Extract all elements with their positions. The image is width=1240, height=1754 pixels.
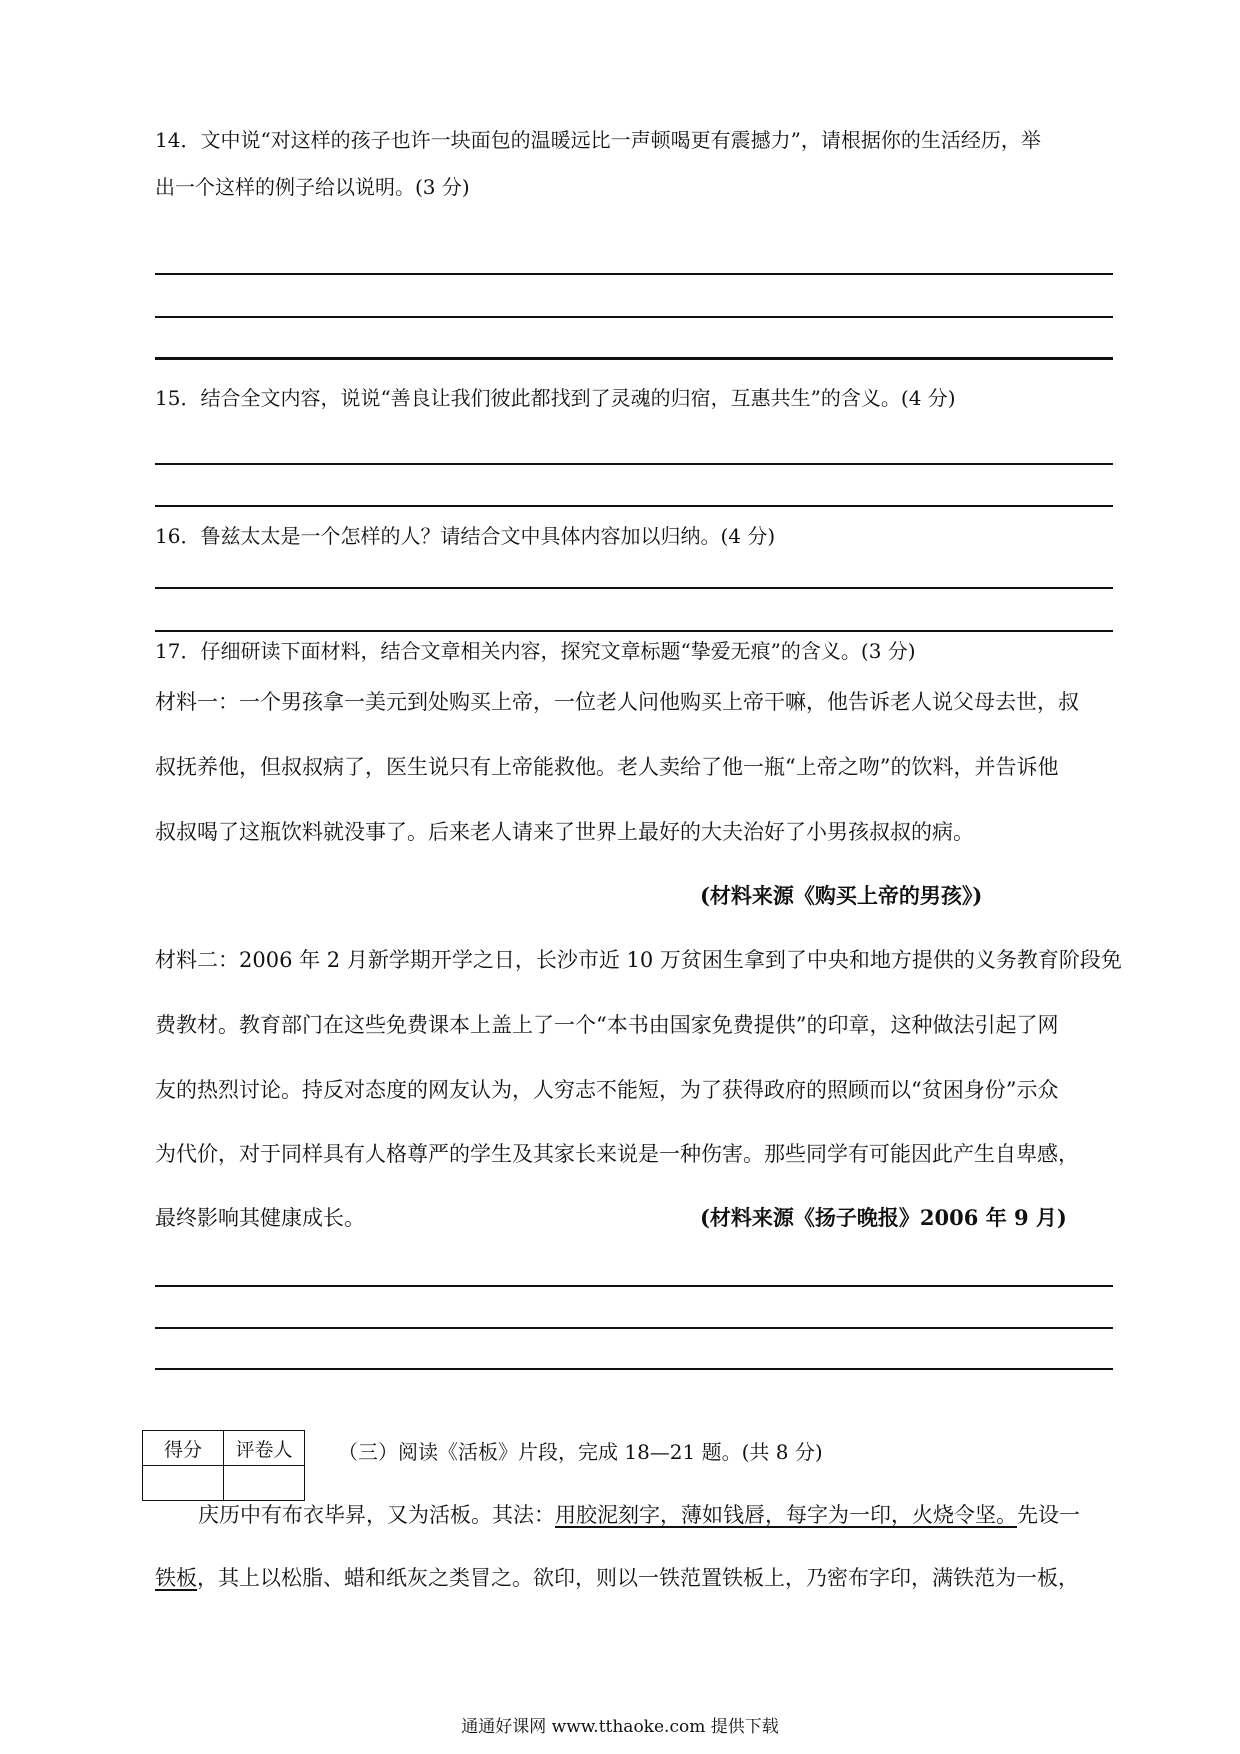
question-14-line-2: 出一个这样的例子给以说明。(3 分) bbox=[155, 175, 470, 199]
material-2-source: (材料来源《扬子晚报》2006 年 9 月) bbox=[700, 1205, 1067, 1230]
answer-line[interactable] bbox=[155, 463, 1113, 465]
material-2-line-3: 友的热烈讨论。持反对态度的网友认为，人穷志不能短，为了获得政府的照顾而以“贫困身份”示众 bbox=[155, 1078, 1059, 1102]
grader-header: 评卷人 bbox=[224, 1431, 305, 1466]
material-2-line-5: 最终影响其健康成长。 bbox=[155, 1206, 365, 1230]
question-15: 15．结合全文内容，说说“善良让我们彼此都找到了灵魂的归宿，互惠共生”的含义。(4 分) bbox=[155, 386, 956, 410]
answer-line[interactable] bbox=[155, 316, 1113, 318]
question-14-line-1: 14．文中说“对这样的孩子也许一块面包的温暖远比一声顿喝更有震撼力”，请根据你的生活经历，举 bbox=[155, 128, 1041, 152]
underlined-phrase: 用胶泥刻字，薄如钱唇，每字为一印，火烧令坚。 bbox=[555, 1503, 1017, 1527]
material-2-line-2: 费教材。教育部门在这些免费课本上盖上了一个“本书由国家免费提供”的印章，这种做法引起了网 bbox=[155, 1013, 1059, 1037]
passage-text: 先设一 bbox=[1017, 1503, 1080, 1527]
score-cell[interactable] bbox=[143, 1466, 224, 1501]
answer-line[interactable] bbox=[155, 1327, 1113, 1329]
answer-line[interactable] bbox=[155, 630, 1113, 632]
material-1-line-1: 材料一：一个男孩拿一美元到处购买上帝，一位老人问他购买上帝干嘛，他告诉老人说父母去世，叔 bbox=[155, 690, 1079, 714]
passage-line-2 bbox=[155, 1562, 1079, 1592]
passage-line-1 bbox=[198, 1499, 1080, 1529]
grader-cell[interactable] bbox=[224, 1466, 305, 1501]
material-2-line-1: 材料二：2006 年 2 月新学期开学之日，长沙市近 10 万贫困生拿到了中央和地方提供的义务教育阶段免 bbox=[155, 948, 1122, 972]
question-16: 16．鲁兹太太是一个怎样的人？请结合文中具体内容加以归纳。(4 分) bbox=[155, 524, 776, 548]
passage-text: 庆历中有布衣毕昇，又为活板。其法： bbox=[198, 1503, 555, 1527]
answer-line[interactable] bbox=[155, 1368, 1113, 1370]
underlined-phrase: 铁板 bbox=[155, 1566, 197, 1590]
passage-text: ，其上以松脂、蜡和纸灰之类冒之。欲印，则以一铁范置铁板上，乃密布字印，满铁范为一板， bbox=[197, 1566, 1079, 1590]
score-header: 得分 bbox=[143, 1431, 224, 1466]
material-2-line-4: 为代价，对于同样具有人格尊严的学生及其家长来说是一种伤害。那些同学有可能因此产生自卑感， bbox=[155, 1142, 1079, 1166]
answer-line[interactable] bbox=[155, 1285, 1113, 1287]
answer-line[interactable] bbox=[155, 357, 1113, 360]
question-17: 17．仔细研读下面材料，结合文章相关内容，探究文章标题“挚爱无痕”的含义。(3 分) bbox=[155, 639, 916, 663]
page-footer: 通通好课网 www.tthaoke.com 提供下载 bbox=[461, 1717, 779, 1737]
material-1-line-2: 叔抚养他，但叔叔病了，医生说只有上帝能救他。老人卖给了他一瓶“上帝之吻”的饮料，并告诉他 bbox=[155, 755, 1059, 779]
score-table bbox=[142, 1430, 305, 1501]
answer-line[interactable] bbox=[155, 273, 1113, 275]
material-1-line-3: 叔叔喝了这瓶饮料就没事了。后来老人请来了世界上最好的大夫治好了小男孩叔叔的病。 bbox=[155, 820, 974, 844]
material-1-source: (材料来源《购买上帝的男孩》) bbox=[700, 883, 983, 908]
answer-line[interactable] bbox=[155, 587, 1113, 589]
section-3-heading: （三）阅读《活板》片段，完成 18—21 题。(共 8 分) bbox=[338, 1440, 823, 1464]
answer-line[interactable] bbox=[155, 505, 1113, 507]
